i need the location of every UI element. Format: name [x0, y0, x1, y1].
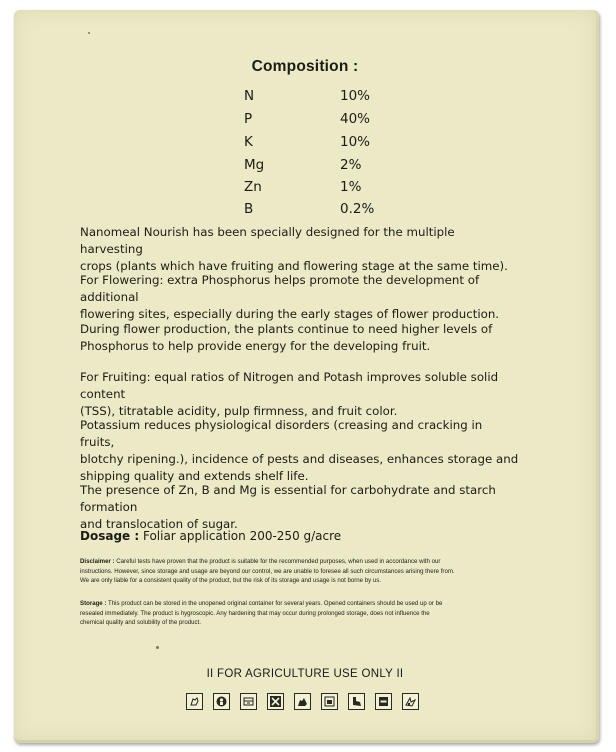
storage-block: [80, 599, 556, 628]
dosage-label: Dosage :: [80, 529, 140, 543]
micronutrient-paragraph: The presence of Zn, B and Mg is essential for carbohydrate and starch formation and translocation of sugar.: [80, 483, 496, 531]
disclaimer-block: [80, 557, 556, 586]
description-paragraph: Nanomeal Nourish has been specially designed for the multiple harvesting crops (plants which have fruiting and flowering stage at the same time).: [80, 225, 508, 273]
element-value: 10%: [340, 88, 371, 104]
element-name: B: [244, 201, 254, 217]
dosage-line: [80, 529, 341, 543]
element-name: Zn: [244, 179, 262, 195]
no-food-storage-icon: [240, 693, 257, 710]
wear-gloves-icon: [294, 693, 311, 710]
wear-mask-icon: [321, 693, 338, 710]
no-eating-icon: [267, 693, 284, 710]
element-value: 0.2%: [340, 201, 375, 217]
safety-pictograms: [186, 693, 419, 710]
element-value: 40%: [340, 111, 371, 127]
composition-title: Composition :: [251, 58, 359, 75]
element-name: N: [244, 88, 255, 104]
disclaimer-text: Careful tests have proven that the product is suitable for the recommended purposes, when used in accordance with our instructions. However, since storage and usage are beyond our control, we are unable to foresee all such circumstances arising there from. We are only liable for a consistent quality of the product, but the risk of its storage and usage is not borne by us.: [80, 558, 455, 585]
fruiting-paragraph: For Fruiting: equal ratios of Nitrogen and Potash improves soluble solid content (TSS), titratable acidity, pulp firmness, and fruit color.: [80, 370, 499, 418]
storage-text: This product can be stored in the unopened original container for several years. Opened containers should be used up or be resealed immediately. The product is hygroscopic. Any hardening that may occur during prolonged storage, does not influence the chemical quality and solubility of the product.: [80, 600, 443, 627]
agriculture-use-notice: II FOR AGRICULTURE USE ONLY II: [206, 668, 404, 680]
element-name: Mg: [244, 157, 265, 173]
surface-speck: [88, 32, 90, 34]
surface-speck: [156, 646, 159, 649]
element-value: 10%: [340, 134, 371, 150]
flower-production-paragraph: During flower production, the plants continue to need higher levels of Phosphorus to help provide energy for the developing fruit.: [80, 322, 493, 353]
disclaimer-label: Disclaimer :: [80, 558, 115, 565]
spray-direction-icon: [402, 693, 419, 710]
flowering-paragraph: For Flowering: extra Phosphorus helps promote the development of additional flowering sites, especially during the early stages of flower production.: [80, 273, 500, 321]
element-name: K: [244, 134, 253, 150]
element-value: 2%: [340, 157, 362, 173]
keep-from-children-icon: [213, 693, 230, 710]
wear-boots-icon: [348, 693, 365, 710]
potassium-paragraph: Potassium reduces physiological disorders (creasing and cracking in fruits, blotchy ripening.), incidence of pests and diseases, enhances storage and shipping quality and extends shelf life.: [80, 418, 519, 483]
element-name: P: [244, 111, 253, 127]
store-cool-icon: [375, 693, 392, 710]
dosage-text: Foliar application 200-250 g/acre: [139, 529, 342, 543]
element-value: 1%: [340, 179, 362, 195]
storage-label: Storage :: [80, 600, 107, 607]
hand-wash-icon: [186, 693, 203, 710]
label-card: [14, 10, 599, 743]
